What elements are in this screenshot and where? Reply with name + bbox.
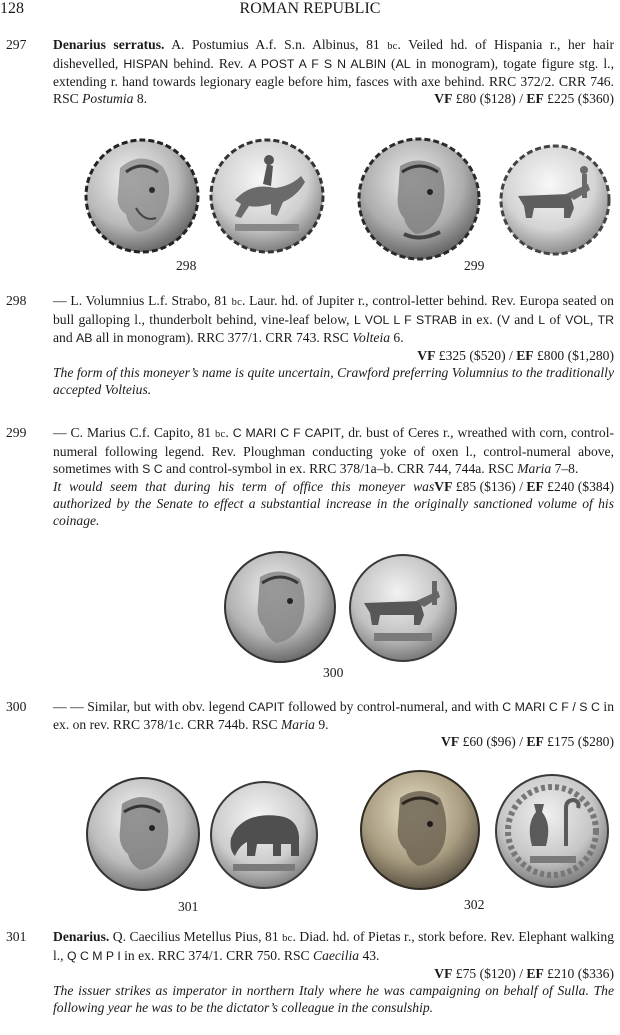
catalog-entry-298: — L. Volumnius L.f. Strabo, 81 bc. Laur. hd. of Jupiter r., control-letter behind. Rev. Europa seated on bull galloping l., thunderbolt behind, vine-leaf below, L VOL L F STRAB in ex. (V and L of VOL, TR and AB all in monogram). RRC 377/1. CRR 743. RSC Volteia 6. VF £325 ($520) / EF £800 ($1,280) The form of this moneyer’s name is quite uncertain, Crawford preferring Volumnius to the traditionally accepted Volteius. [53, 293, 615, 397]
photo-caption: 302 [464, 897, 485, 912]
entry-number: 301 [6, 929, 27, 944]
coin-298-reverse [205, 138, 329, 254]
legend: C MARI C F CAPIT [232, 426, 341, 440]
legend: AL [395, 57, 411, 71]
note: The issuer strikes as imperator in northern Italy where he was campaigning on behalf of Sulla. The following year he was to be the dictator’s colleague in the consulship. [53, 983, 614, 1015]
entry-number: 297 [6, 37, 27, 52]
entry-number: 298 [6, 293, 27, 308]
legend: Q C M P I [66, 949, 121, 963]
photo-caption: 298 [176, 258, 197, 273]
coin-300-reverse [344, 553, 462, 663]
running-title: ROMAN REPUBLIC [239, 0, 381, 17]
legend: CAPIT [248, 700, 285, 714]
denomination: Denarius. [53, 929, 110, 944]
catalog-entry-300: — — Similar, but with obv. legend CAPIT followed by control-numeral, and with C MARI C F / S C in ex. on rev. RRC 378/1c. CRR 744b. RSC Maria 9. VF £60 ($96) / EF £175 ($280) [53, 699, 614, 749]
photo-caption: 299 [464, 258, 485, 273]
coin-299-reverse [496, 144, 614, 256]
price: VF £80 ($128) / EF £225 ($360) [434, 91, 614, 106]
coin-301-obverse [82, 776, 204, 892]
page-number: 128 [0, 0, 24, 17]
legend: A POST A F S N ALBIN [248, 57, 386, 71]
photo-caption: 300 [323, 665, 344, 680]
price: VF £85 ($136) / EF £240 ($384) [434, 479, 614, 494]
catalog-entry-297: Denarius serratus. A. Postumius A.f. S.n. Albinus, 81 bc. Veiled hd. of Hispania r., her hair dishevelled, HISPAN behind. Rev. A POST A F S N ALBIN (AL in monogram), togate figure stg. l., extending r. hand towards legionary eagle before him, fasces with axe behind. RRC 372/2. CRR 746. RSC Postumia 8. VF £80 ($128) / EF £225 ($360) [53, 37, 615, 106]
coin-301-reverse [205, 780, 323, 890]
coin-302-obverse [356, 768, 484, 892]
coin-302-reverse [490, 772, 614, 890]
coin-300-obverse [218, 549, 342, 665]
catalog-entry-299: — C. Marius C.f. Capito, 81 bc. C MARI C F CAPIT, dr. bust of Ceres r., wreathed with corn, control-numeral following legend. Rev. Ploughman conducting yoke of oxen l., control-numeral above, sometimes with S C and control-symbol in ex. RRC 378/1a–b. CRR 744, 744a. RSC Maria 7–8. VF £85 ($136) / EF £240 ($384) It would seem that during his term of office this moneyer was authorized by the Senate to effect a substantial increase in the originally sanctioned volume of his coinage. [53, 425, 615, 528]
catalog-entry-301: Denarius. Q. Caecilius Metellus Pius, 81 bc. Diad. hd. of Pietas r., stork before. Rev. Elephant walking l., Q C M P I in ex. RRC 374/1. CRR 750. RSC Caecilia 43. VF £75 ($120) / EF £210 ($336) The issuer strikes as imperator in northern Italy where he was campaigning on behalf of Sulla. The following year he was to be the dictator’s colleague in the consulship. [53, 929, 614, 1015]
entry-number: 300 [6, 699, 27, 714]
coin-299-obverse [354, 136, 484, 262]
price: VF £75 ($120) / EF £210 ($336) [434, 966, 614, 981]
price: VF £325 ($520) / EF £800 ($1,280) [417, 348, 614, 363]
denomination: Denarius serratus. [53, 37, 165, 52]
note: It would seem that during his term of office this moneyer was authorized by the Senate to effect a substantial increase in the originally sanctioned volume of his coinage. [53, 479, 614, 528]
legend: HISPAN [123, 57, 169, 71]
price: VF £60 ($96) / EF £175 ($280) [441, 734, 614, 749]
photo-caption: 301 [178, 899, 199, 914]
entry-number: 299 [6, 425, 27, 440]
coin-298-obverse [82, 138, 202, 254]
legend: L VOL L F STRAB [353, 313, 458, 327]
note: The form of this moneyer’s name is quite uncertain, Crawford preferring Volumnius to the traditionally accepted Volteius. [53, 365, 614, 397]
legend: C MARI C F / S C [502, 700, 600, 714]
